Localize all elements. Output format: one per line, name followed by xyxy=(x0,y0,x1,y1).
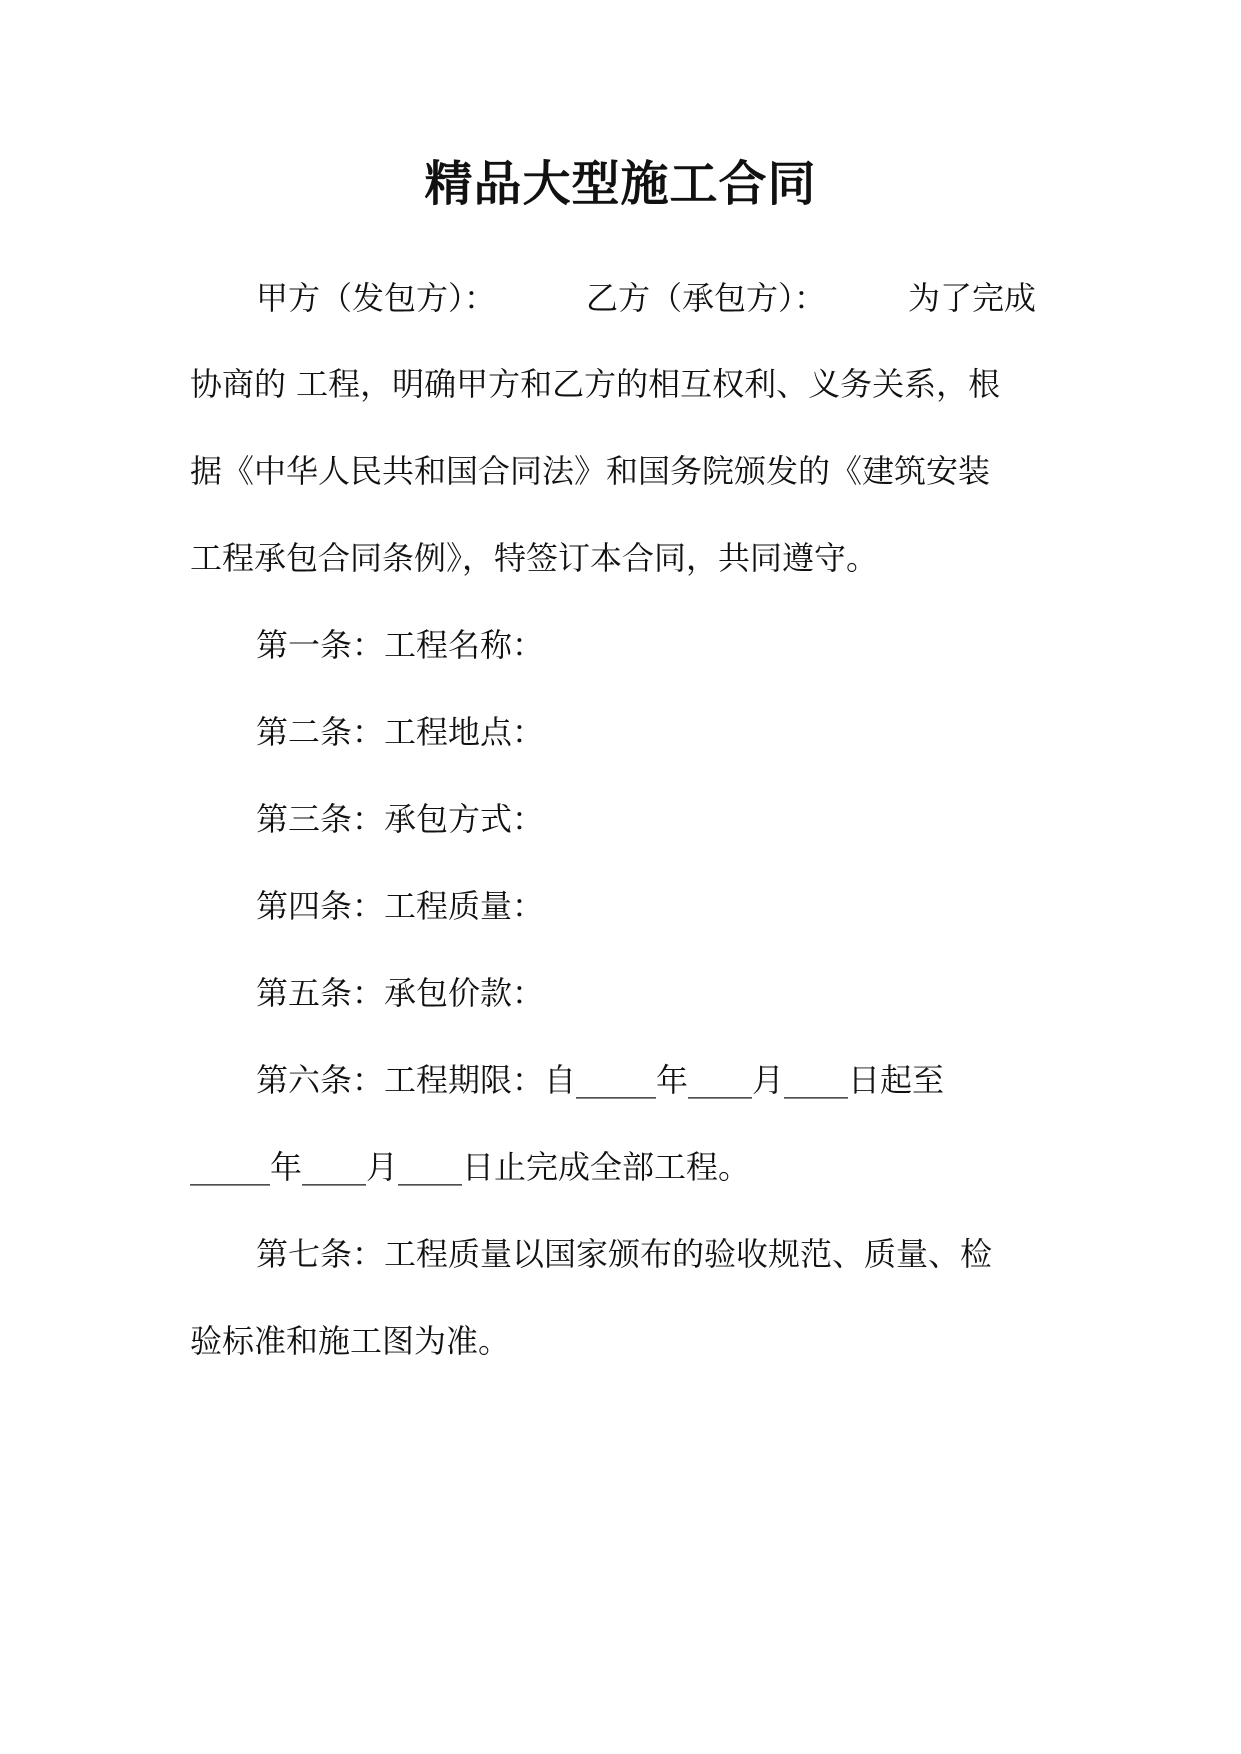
document-title: 精品大型施工合同 xyxy=(424,156,817,212)
party-a-label: 甲方（发包方）： xyxy=(256,279,497,317)
article-7-line-1: 第七条：工程质量以国家颁布的验收规范、质量、检 xyxy=(256,1235,993,1273)
article-1: 第一条：工程名称： xyxy=(256,626,545,664)
article-5: 第五条：承包价款： xyxy=(256,974,545,1012)
article-6-line-2: _____年____月____日止完成全部工程。 xyxy=(190,1148,751,1186)
article-2: 第二条：工程地点： xyxy=(256,713,545,751)
intro-line-4: 工程承包合同条例》，特签订本合同，共同遵守。 xyxy=(190,539,879,577)
party-b-label: 乙方（承包方）： xyxy=(586,279,827,317)
article-3: 第三条：承包方式： xyxy=(256,800,545,838)
intro-line-3: 据《中华人民共和国合同法》和国务院颁发的《建筑安装 xyxy=(190,452,991,490)
article-4: 第四条：工程质量： xyxy=(256,887,545,925)
intro-line-2: 协商的 工程，明确甲方和乙方的相互权利、义务关系，根 xyxy=(190,365,1001,403)
article-7-line-2: 验标准和施工图为准。 xyxy=(190,1322,511,1360)
intro-line-1 xyxy=(256,276,1036,320)
intro-purpose-start: 为了完成 xyxy=(908,279,1037,317)
article-6-line-1: 第六条：工程期限：自_____年____月____日起至 xyxy=(256,1061,945,1099)
